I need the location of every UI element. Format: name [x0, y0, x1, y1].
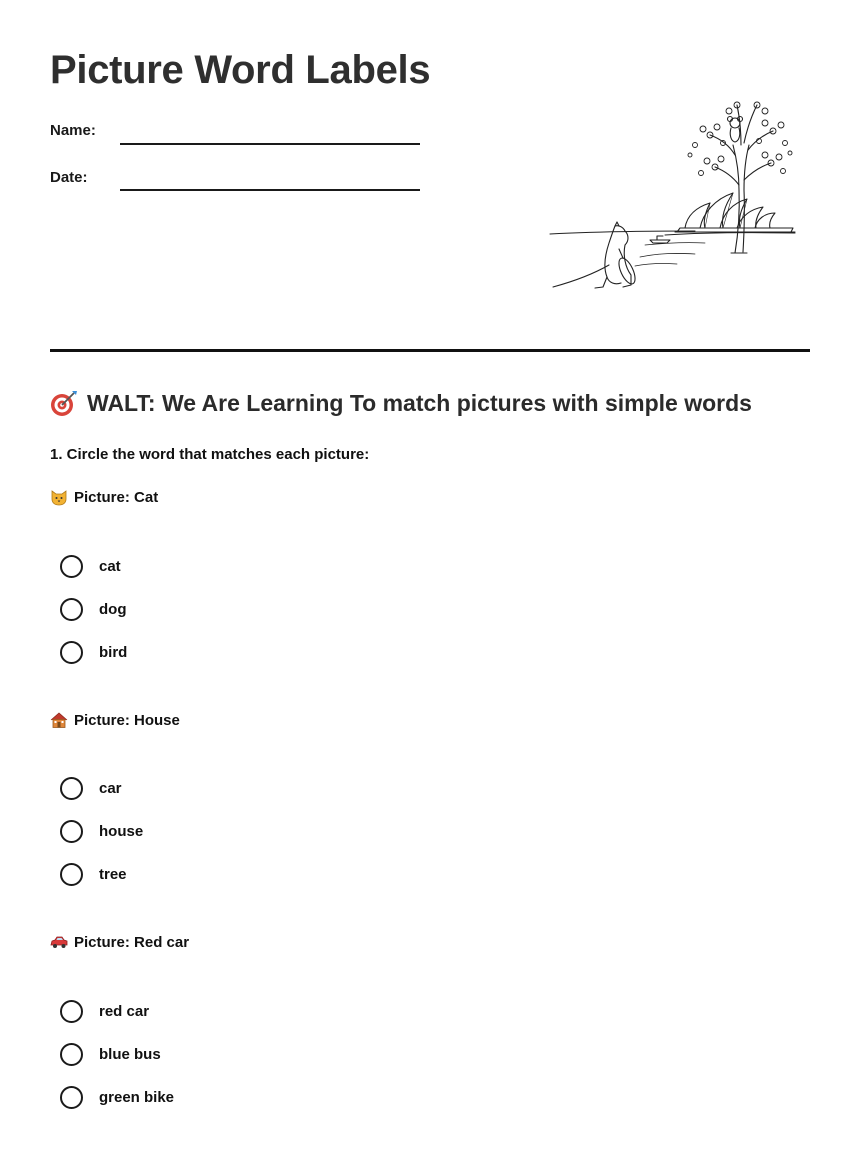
red-car-icon [50, 933, 68, 951]
cat-face-icon [50, 488, 68, 506]
name-field[interactable] [120, 143, 420, 145]
radio-circle[interactable] [60, 777, 83, 800]
target-dart-icon [50, 389, 78, 417]
question-3-label: Picture: Red car [74, 933, 190, 951]
radio-circle[interactable] [60, 641, 83, 664]
option-label: cat [99, 558, 121, 575]
date-field[interactable] [120, 189, 420, 191]
option-label: dog [99, 601, 127, 618]
option-blue-bus[interactable] [60, 1043, 161, 1066]
option-label: green bike [99, 1089, 175, 1106]
radio-circle[interactable] [60, 1043, 83, 1066]
option-red-car[interactable] [60, 1000, 149, 1023]
radio-circle[interactable] [60, 820, 83, 843]
section-divider [50, 349, 810, 352]
question-1-label: Picture: Cat [74, 488, 159, 506]
radio-circle[interactable] [60, 1000, 83, 1023]
name-label: Name: [50, 122, 96, 139]
question-2-label: Picture: House [74, 711, 180, 729]
walt-heading [50, 389, 752, 417]
option-cat[interactable] [60, 555, 121, 578]
radio-circle[interactable] [60, 1086, 83, 1109]
australia-illustration [545, 95, 805, 300]
option-dog[interactable] [60, 598, 127, 621]
walt-text: WALT: We Are Learning To match pictures with simple words [87, 389, 752, 416]
option-label: red car [99, 1003, 150, 1020]
instruction-text: 1. Circle the word that matches each picture: [50, 446, 370, 463]
option-house[interactable] [60, 820, 143, 843]
radio-circle[interactable] [60, 598, 83, 621]
date-label: Date: [50, 169, 88, 186]
option-label: bird [99, 644, 128, 661]
house-icon [50, 711, 68, 729]
option-car[interactable] [60, 777, 122, 800]
option-label: blue bus [99, 1046, 161, 1063]
option-label: tree [99, 866, 127, 883]
question-2-heading [50, 711, 180, 729]
option-bird[interactable] [60, 641, 127, 664]
page-title: Picture Word Labels [50, 48, 431, 92]
question-1-heading [50, 488, 158, 506]
option-tree[interactable] [60, 863, 127, 886]
option-green-bike[interactable] [60, 1086, 174, 1109]
radio-circle[interactable] [60, 555, 83, 578]
option-label: house [99, 823, 144, 840]
radio-circle[interactable] [60, 863, 83, 886]
question-3-heading [50, 933, 189, 951]
option-label: car [99, 780, 122, 797]
